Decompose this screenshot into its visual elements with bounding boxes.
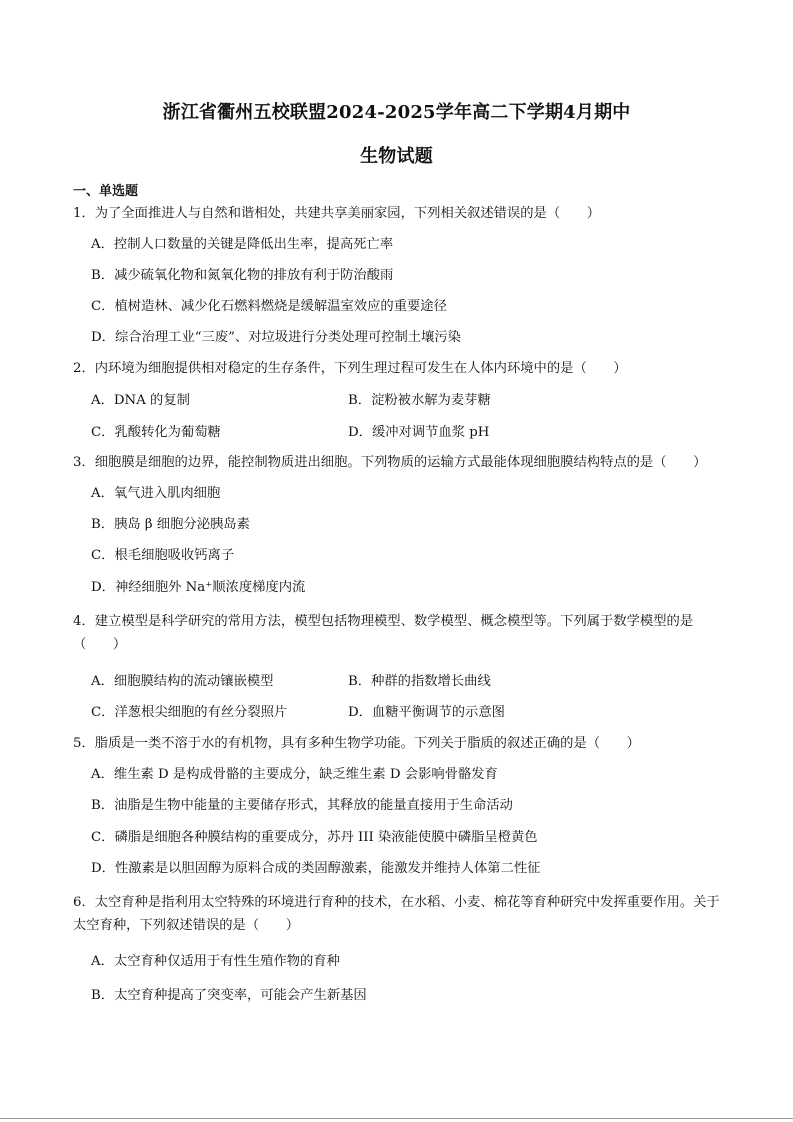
question-1-option-d: D．综合治理工业“三废”、对垃圾进行分类处理可控制土壤污染 (91, 330, 461, 345)
question-1-option-c: C．植树造林、减少化石燃料燃烧是缓解温室效应的重要途径 (91, 299, 447, 314)
exam-title: 浙江省衢州五校联盟2024-2025学年高二下学期4月期中 (162, 102, 631, 123)
question-4-option-c: C．洋葱根尖细胞的有丝分裂照片 (91, 705, 288, 720)
question-3-option-d: D．神经细胞外 Na⁺顺浓度梯度内流 (91, 580, 306, 595)
question-5-stem: 5．脂质是一类不溶于水的有机物，具有多种生物学功能。下列关于脂质的叙述正确的是（ ） (73, 736, 640, 751)
question-4-option-b: B．种群的指数增长曲线 (348, 674, 491, 689)
question-2-stem: 2．内环境为细胞提供相对稳定的生存条件，下列生理过程可发生在人体内环境中的是（ ） (73, 361, 627, 376)
question-6-option-a: A．太空育种仅适用于有性生殖作物的育种 (91, 954, 340, 969)
question-3-option-b: B．胰岛 β 细胞分泌胰岛素 (91, 517, 250, 532)
question-2-option-b: B．淀粉被水解为麦芽糖 (348, 393, 491, 408)
question-3-option-c: C．根毛细胞吸收钙离子 (91, 548, 235, 563)
question-6-option-b: B．太空育种提高了突变率，可能会产生新基因 (91, 988, 367, 1003)
page-bottom-divider (0, 1118, 793, 1119)
question-2-option-d: D．缓冲对调节血浆 pH (348, 425, 490, 440)
question-5-option-b: B．油脂是生物中能量的主要储存形式，其释放的能量直接用于生命活动 (91, 798, 513, 813)
question-2-option-c: C．乳酸转化为葡萄糖 (91, 425, 221, 440)
question-4-option-a: A．细胞膜结构的流动镶嵌模型 (91, 674, 274, 689)
question-2-option-a: A．DNA 的复制 (91, 393, 190, 408)
question-4-stem: 4．建立模型是科学研究的常用方法，模型包括物理模型、数学模型、概念模型等。下列属于数学模型的是（ ） (73, 614, 694, 652)
exam-subtitle: 生物试题 (360, 146, 433, 167)
question-1-option-a: A．控制人口数量的关键是降低出生率，提高死亡率 (91, 237, 394, 252)
question-3-stem: 3．细胞膜是细胞的边界，能控制物质进出细胞。下列物质的运输方式最能体现细胞膜结构特点的是（ ） (73, 455, 707, 470)
section-heading: 一、单选题 (73, 184, 139, 199)
question-4-option-d: D．血糖平衡调节的示意图 (348, 705, 505, 720)
question-5-option-d: D．性激素是以胆固醇为原料合成的类固醇激素，能激发并维持人体第二性征 (91, 861, 541, 876)
question-5-option-c: C．磷脂是细胞各种膜结构的重要成分，苏丹 III 染液能使膜中磷脂呈橙黄色 (91, 830, 538, 845)
question-5-option-a: A．维生素 D 是构成骨骼的主要成分，缺乏维生素 D 会影响骨骼发育 (91, 767, 498, 782)
question-6-stem: 6．太空育种是指利用太空特殊的环境进行育种的技术，在水稻、小麦、棉花等育种研究中发挥重要作用。关于太空育种，下列叙述错误的是（ ） (73, 895, 720, 933)
question-1-stem: 1．为了全面推进人与自然和谐相处，共建共享美丽家园，下列相关叙述错误的是（ ） (73, 206, 601, 221)
question-3-option-a: A．氧气进入肌肉细胞 (91, 486, 221, 501)
question-1-option-b: B．减少硫氧化物和氮氧化物的排放有利于防治酸雨 (91, 268, 394, 283)
